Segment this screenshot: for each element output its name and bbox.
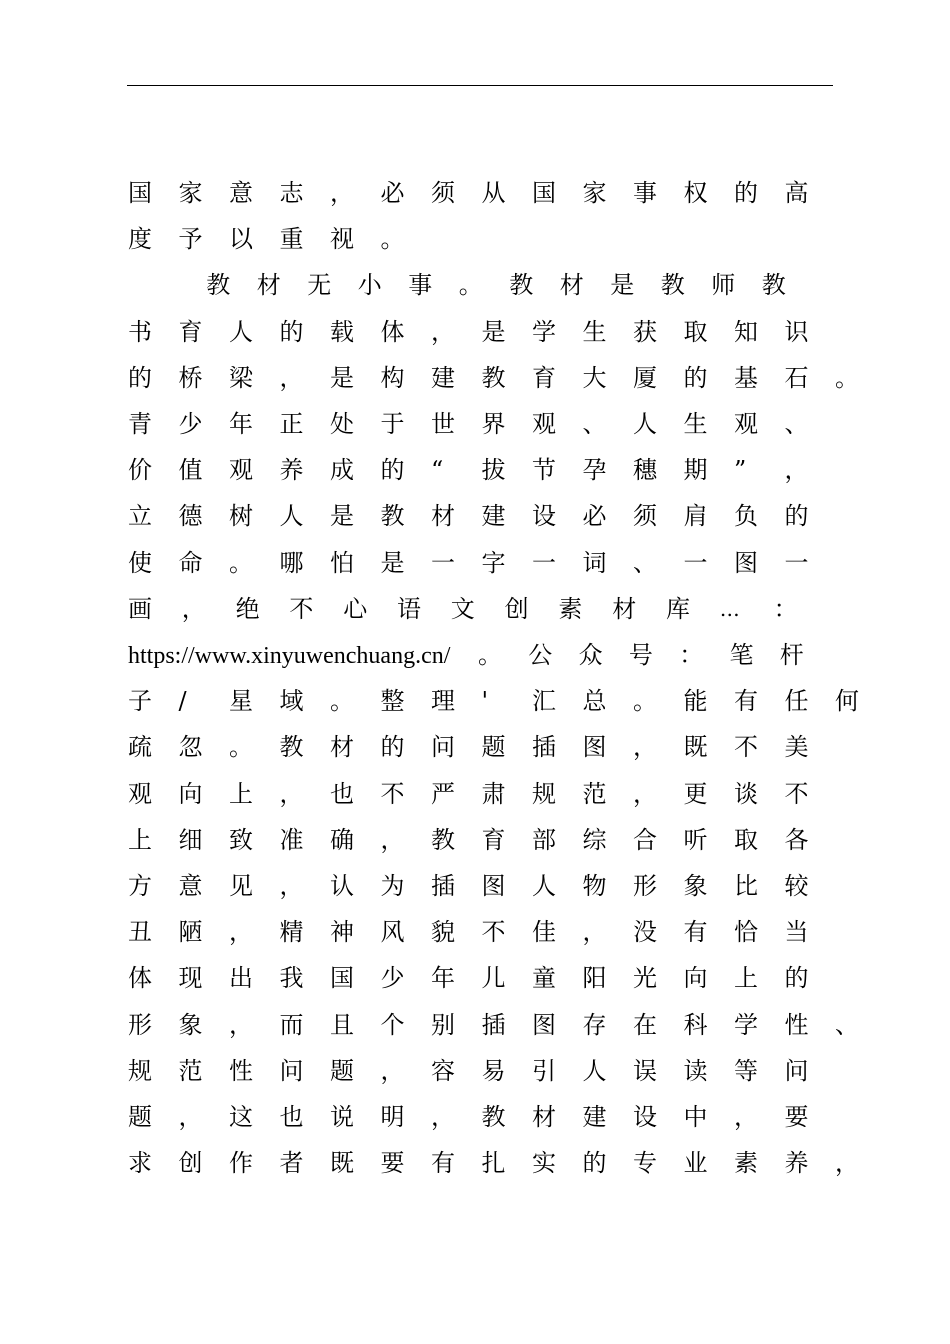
text-line: 题 ， 这 也 说 明 ， 教 材 建 设 中 ， 要 [128, 1103, 809, 1131]
text-line: 的 桥 梁 ， 是 构 建 教 育 大 厦 的 基 石 。 [128, 363, 859, 392]
text-line: 方 意 见 ， 认 为 插 图 人 物 形 象 比 较 [128, 872, 809, 900]
text-line: 疏 忽 。 教 材 的 问 题 插 图 ， 既 不 美 [128, 733, 809, 762]
text-line: 求 创 作 者 既 要 有 扎 实 的 专 业 素 养 ， [128, 1149, 859, 1178]
text-line: 书 育 人 的 载 体 ， 是 学 生 获 取 知 识 [128, 317, 809, 346]
text-line: 形 象 ， 而 且 个 别 插 图 存 在 科 学 性 、 [128, 1010, 859, 1039]
text-line: https://www.xinyuwenchuang.cn/ 。 公 众 号 ： 笔 杆 [128, 641, 804, 669]
text-line: 国 家 意 志 ， 必 须 从 国 家 事 权 的 高 [128, 179, 809, 207]
text-line: 使 命 。 哪 怕 是 一 字 一 词 、 一 图 一 [128, 548, 809, 577]
text-line: 青 少 年 正 处 于 世 界 观 、 人 生 观 、 [128, 410, 809, 438]
text-line: 体 现 出 我 国 少 年 儿 童 阳 光 向 上 的 [128, 964, 809, 993]
text-line: 立 德 树 人 是 教 材 建 设 必 须 肩 负 的 [128, 502, 809, 531]
text-line: 画 ， 绝 不 心 语 文 创 素 材 库 … ： [128, 594, 798, 623]
text-line: 规 范 性 问 题 ， 容 易 引 人 误 读 等 问 [128, 1056, 809, 1085]
text-line: 子 / 星 域 。 整 理 ' 汇 总 。 能 有 任 何 [128, 687, 859, 716]
text-line: 观 向 上 ， 也 不 严 肃 规 范 ， 更 谈 不 [128, 779, 809, 808]
text-line: 丑 陋 ， 精 神 风 貌 不 佳 ， 没 有 恰 当 [128, 918, 809, 947]
text-line: 度 予 以 重 视 。 [128, 225, 405, 254]
text-line: 教 材 无 小 事 。 教 材 是 教 师 教 [206, 271, 786, 300]
text-line: 价 值 观 养 成 的 “ 拔 节 孕 穗 期 ” ， [128, 456, 809, 485]
text-line: 上 细 致 准 确 ， 教 育 部 综 合 听 取 各 [128, 825, 809, 854]
